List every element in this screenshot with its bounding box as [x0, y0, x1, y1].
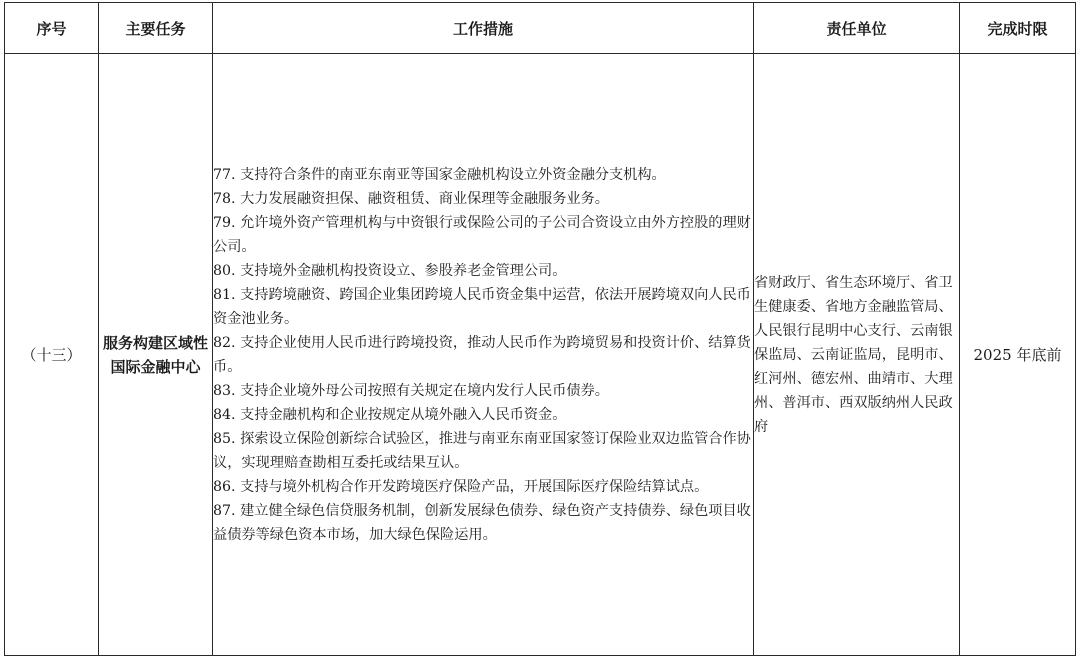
header-row [5, 3, 1076, 54]
cell-responsible-unit: 省财政厅、省生态环境厅、省卫生健康委、省地方金融监管局、人民银行昆明中心支行、云南银保监局、云南证监局，昆明市、红河州、德宏州、曲靖市、大理州、普洱市、西双版纳州人民政府 [754, 54, 960, 656]
measure-item: 80. 支持境外金融机构投资设立、参股养老金管理公司。 [213, 262, 567, 279]
task-table [4, 2, 1076, 656]
header-seq: 序号 [5, 3, 99, 54]
measure-item: 84. 支持金融机构和企业按规定从境外融入人民币资金。 [213, 406, 567, 423]
header-measures: 工作措施 [213, 3, 754, 54]
measure-item: 86. 支持与境外机构合作开发跨境医疗保险产品，开展国际医疗保险结算试点。 [213, 478, 709, 495]
cell-measures [213, 54, 754, 656]
cell-task: 服务构建区域性国际金融中心 [99, 54, 213, 656]
table-row [5, 54, 1076, 656]
header-deadline: 完成时限 [960, 3, 1076, 54]
measure-item: 77. 支持符合条件的南亚东南亚等国家金融机构设立外资金融分支机构。 [213, 166, 666, 183]
measure-item: 85. 探索设立保险创新综合试验区，推进与南亚东南亚国家签订保险业双边监管合作协议，实现理赔查勘相互委托或结果互认。 [213, 430, 751, 471]
measure-item: 79. 允许境外资产管理机构与中资银行或保险公司的子公司合资设立由外方控股的理财公司。 [213, 214, 751, 255]
measure-item: 83. 支持企业境外母公司按照有关规定在境内发行人民币债券。 [213, 382, 609, 399]
header-unit: 责任单位 [754, 3, 960, 54]
cell-seq: （十三） [5, 54, 99, 656]
cell-deadline: 2025 年底前 [960, 54, 1076, 656]
measure-item: 78. 大力发展融资担保、融资租赁、商业保理等金融服务业务。 [213, 190, 609, 207]
header-task: 主要任务 [99, 3, 213, 54]
measure-item: 82. 支持企业使用人民币进行跨境投资，推动人民币作为跨境贸易和投资计价、结算货币。 [213, 334, 751, 375]
measure-item: 81. 支持跨境融资、跨国企业集团跨境人民币资金集中运营，依法开展跨境双向人民币资金池业务。 [213, 286, 751, 327]
measure-item: 87. 建立健全绿色信贷服务机制，创新发展绿色债券、绿色资产支持债券、绿色项目收益债券等绿色资本市场，加大绿色保险运用。 [213, 502, 751, 543]
